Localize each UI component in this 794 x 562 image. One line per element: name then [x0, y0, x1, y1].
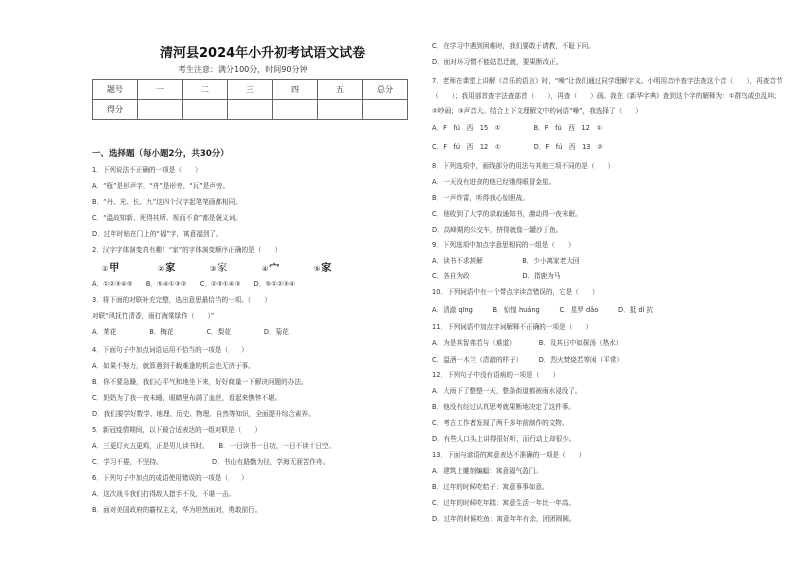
question-line: 12．下列句子中没有语病的一项是（ ） [432, 371, 560, 379]
question-line: C．学习不倦，不坚持。 D．书山有路勤为径，学海无涯苦作舟。 [92, 458, 330, 466]
question-line: C．“温故知新、死得其所、视而不食”都是褒义词。 [92, 214, 242, 222]
question-line: A．①②③④⑤ B．⑤④①③② C．②⑤①④③ D．⑤①②③④ [92, 280, 295, 288]
score-input-cell[interactable] [228, 100, 273, 120]
score-table-header-row [93, 80, 408, 100]
question-line: D．有些人口头上讲得很好听，而行动上却很少。 [432, 435, 576, 443]
question-line: C．过年的时候吃年糕：寓意生活一年比一年高。 [432, 499, 576, 507]
score-table-score-row [93, 100, 408, 120]
question-line: A．读书不求甚解 B．少小离家老大回 [432, 257, 580, 265]
question-line: 2．汉字字体演变真有趣！“家”的字体演变顺序正确的是（ ） [92, 246, 282, 254]
score-cell: 得分 [93, 100, 138, 120]
question-line: B．你不要急躁，我们心平气和地坐下来，好好商量一下解决问题的办法。 [92, 378, 308, 386]
question-line: C．温酒一木兰（清澈的样子） D．烈火焚烧若等闲（平常） [432, 356, 624, 364]
question-line: C．考古工作者发现了两千多年前制作的文物。 [432, 419, 569, 427]
question-line: 9．下列选项中加点字意思相同的一组是（ ） [432, 241, 575, 249]
script-glyph [262, 259, 279, 274]
score-input-cell[interactable] [363, 100, 408, 120]
score-cell: 五 [318, 80, 363, 100]
question-line: B．他没有经过认真思考就果断地决定了这件事。 [432, 403, 575, 411]
glyph-char: 甲 [109, 263, 120, 274]
section-title: 一、选择题（每小题2分，共30分） [92, 149, 229, 159]
script-glyph [210, 259, 227, 274]
question-line: A．一天没有进食的他已经饿得眼冒金星。 [432, 178, 556, 186]
question-line: A．为是其智弗若与（难道） B．及其日中如探汤（热水） [432, 339, 623, 347]
question-line: C．在学习中遇到困难时，我们要敢于请教，不耻下问。 [432, 42, 595, 50]
score-input-cell[interactable] [318, 100, 363, 120]
question-line: B．“丹、光、长、九”这四个汉字起笔笔画都相同。 [92, 198, 242, 206]
question-line: 对联“风抚竹清香，雨打海棠绿作（ ）” [92, 312, 215, 320]
question-line: D．面对坏习惯不能姑息迁就，要果断改正。 [432, 58, 563, 66]
question-line: C．他收到了大学的录取通知书，激动得一夜未眠。 [432, 210, 582, 218]
glyph-char: 家 [217, 263, 228, 274]
question-line: 4．下面句子中加点词语运用不恰当的一项是（ ） [92, 346, 248, 354]
script-glyph [314, 259, 331, 274]
score-input-cell[interactable] [273, 100, 318, 120]
question-line: 8．下列选项中，画线部分的用法与其他三项不同的是（ ） [432, 162, 615, 170]
question-line: 1．下列说法不正确的一项是（ ） [92, 166, 202, 174]
question-line: D．过年时贴在门上的“福”字，寓意福到了。 [92, 230, 223, 238]
question-line: A．清澈 qīng B．惊惶 huáng C．星罗 dǎo D．抵 dǐ 抗 [432, 306, 654, 314]
question-line: A．三更灯火五更鸡，正是男儿读书时。 B．一日读书一日功，一日不读十日空。 [92, 442, 336, 450]
glyph-label: ⑤ [314, 265, 321, 273]
question-line: 6．下列句子中加点的成语使用错误的一项是（ ） [92, 474, 248, 482]
question-line: B．过年的时候吃桔子：寓意事事如意。 [432, 483, 549, 491]
score-cell: 二 [183, 80, 228, 100]
question-paragraph: 7．老师在课堂上讲解《音乐的语言》时，“噪”让我们通过同学理解字义。小明用音序查字法查这个音（ ），再查音节（ ）；我用部首查字法查部首（ ），再查（ ）画。我在《新华字典》查到这个字的解释为：①群鸟或虫乱叫；②吵闹；③声音大。结合上下文理解文中的词语“噪”，我选择了（ ） [432, 77, 783, 115]
score-input-cell[interactable] [138, 100, 183, 120]
glyph-label: ② [158, 265, 165, 273]
question-line: B．一声炸雷，听得我心惊胆战。 [432, 194, 529, 202]
score-cell: 三 [228, 80, 273, 100]
score-table [92, 79, 408, 120]
question-line: C．各自为政 D．指鹿为马 [432, 272, 561, 280]
glyph-char: 家 [321, 263, 332, 274]
score-cell: 一 [138, 80, 183, 100]
score-input-cell[interactable] [183, 100, 228, 120]
script-glyph [102, 259, 119, 274]
question-line: A．这次战斗我们打得敌人措手不及，不堪一击。 [92, 490, 235, 498]
score-cell: 总分 [363, 80, 408, 100]
question-line: A．F fú 西 15 ① B．F fú 西 12 ① [432, 124, 603, 132]
glyph-label: ① [102, 265, 109, 273]
question-line: 10．下列词语中有一个带点字读音错误的，它是（ ） [432, 288, 599, 296]
page-title: 清河县2024年小升初考试语文试卷 [160, 46, 366, 61]
glyph-char: 家 [165, 263, 176, 274]
question-line: A．大雨下了整整一天，整条街道都被雨水浸没了。 [432, 387, 582, 395]
question-line: A．建筑上雕刻蝙蝠：寓意福气盈门。 [432, 467, 543, 475]
question-line: 13．下面与谚语的寓意表达不准确的一项是（ ） [432, 451, 586, 459]
question-line: D．我们要学好数学、地理、历史、物理、自然等知识，全面提升综合素养。 [92, 410, 315, 418]
glyph-label: ③ [210, 265, 217, 273]
script-glyph [158, 259, 175, 274]
question-line: D．高峰期的公交车，挤得就像一罐沙丁鱼。 [432, 226, 563, 234]
score-cell: 题号 [93, 80, 138, 100]
question-line: A．“瓶”是形声字，“舟”是形旁，“瓦”是声旁。 [92, 182, 230, 190]
question-line: B．面对美国政府的霸权主义，华为坦然面对，勇敢前行。 [92, 506, 262, 514]
question-line: 3．将下面的对联补充完整，选出意思最恰当的一项。（ ） [92, 296, 271, 304]
question-line: A．茉花 B．梅花 C．梨花 D．菊花 [92, 328, 289, 336]
question-line: A．如果不努力，就算遇到千载难逢的机会也无济于事。 [92, 362, 255, 370]
exam-notice: 考生注意：满分100分，时间90分钟 [178, 65, 308, 74]
glyph-char: 宀 [269, 263, 280, 274]
question-line: 11．下列词语中加点字词解释不正确的一项是（ ） [432, 323, 593, 331]
question-line: C．奶奶为了我一夜未睡，眼睛里布满了血丝，看起来憔悴不堪。 [92, 394, 282, 402]
glyph-label: ④ [262, 265, 269, 273]
question-line: 5．新冠疫情期间，以下最合适表达的一组对联是（ ） [92, 426, 262, 434]
question-line: C．F fú 西 12 ① D．F fú 西 13 ② [432, 143, 603, 151]
question-line: D．过年的时候吃鱼：寓意年年有余，团团圆圆。 [432, 515, 576, 523]
score-cell: 四 [273, 80, 318, 100]
